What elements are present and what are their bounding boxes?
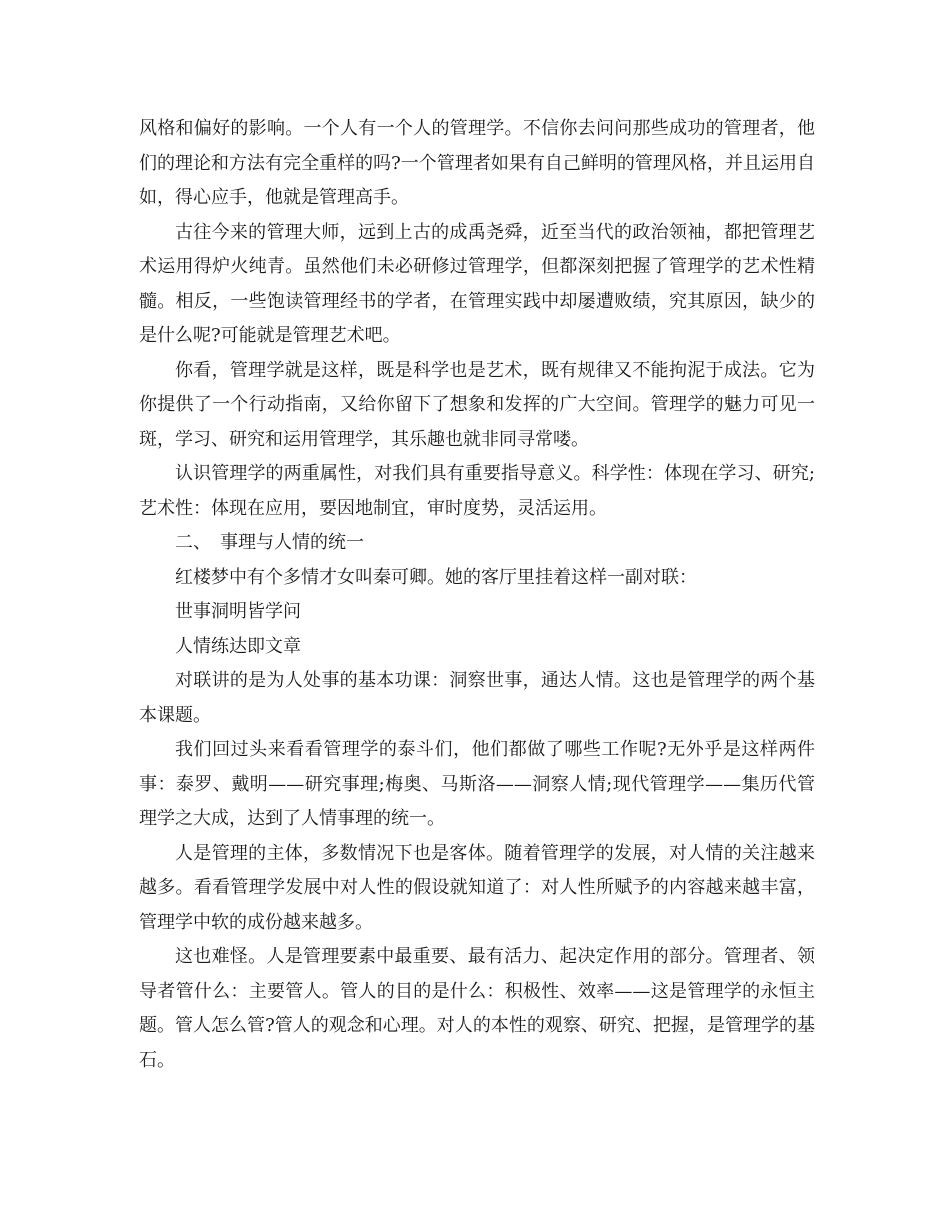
couplet-line-1: 世事洞明皆学问 bbox=[175, 601, 301, 622]
paragraph-dual-attributes: 认识管理学的两重属性，对我们具有重要指导意义。科学性：体现在学习、研究;艺术性：体现在应用，要因地制宜，审时度势，灵活运用。 bbox=[139, 463, 815, 519]
document-body bbox=[139, 112, 815, 1078]
paragraph-couplet-meaning: 对联讲的是为人处事的基本功课：洞察世事，通达人情。这也是管理学的两个基本课题。 bbox=[139, 670, 815, 726]
paragraph-management-masters: 古往今来的管理大师，远到上古的成禹尧舜，近至当代的政治领袖，都把管理艺术运用得炉火纯青。虽然他们未必研修过管理学，但都深刻把握了管理学的艺术性精髓。相反，一些饱读管理经书的学者，在管理实践中却屡遭败绩，究其原因，缺少的是什么呢?可能就是管理艺术吧。 bbox=[139, 221, 815, 346]
paragraph-science-and-art: 你看，管理学就是这样，既是科学也是艺术，既有规律又不能拘泥于成法。它为你提供了一个行动指南，又给你留下了想象和发挥的广大空间。管理学的魅力可见一斑，学习、研究和运用管理学，其乐趣也就非同寻常喽。 bbox=[139, 359, 815, 450]
paragraph-style-preference: 风格和偏好的影响。一个人有一个人的管理学。不信你去问问那些成功的管理者，他们的理论和方法有完全重样的吗?一个管理者如果有自己鲜明的管理风格，并且运用自如，得心应手，他就是管理高手。 bbox=[139, 118, 815, 208]
paragraph-red-chamber: 红楼梦中有个多情才女叫秦可卿。她的客厅里挂着这样一副对联： bbox=[175, 566, 697, 588]
paragraph-managing-people: 这也难怪。人是管理要素中最重要、最有活力、起决定作用的部分。管理者、领导者管什么：主要管人。管人的目的是什么：积极性、效率——这是管理学的永恒主题。管人怎么管?管人的观念和心理。对人的本性的观察、研究、把握，是管理学的基石。 bbox=[139, 946, 815, 1071]
paragraph-management-pioneers: 我们回过头来看看管理学的泰斗们，他们都做了哪些工作呢?无外乎是这样两件事：泰罗、戴明——研究事理;梅奥、马斯洛——洞察人情;现代管理学——集历代管理学之大成，达到了人情事理的统一。 bbox=[139, 739, 815, 829]
section-heading: 二、 事理与人情的统一 bbox=[175, 532, 364, 553]
paragraph-human-subject: 人是管理的主体，多数情况下也是客体。随着管理学的发展，对人情的关注越来越多。看看管理学发展中对人性的假设就知道了：对人性所赋予的内容越来越丰富，管理学中软的成份越来越多。 bbox=[139, 842, 815, 933]
couplet-line-2: 人情练达即文章 bbox=[175, 635, 301, 657]
